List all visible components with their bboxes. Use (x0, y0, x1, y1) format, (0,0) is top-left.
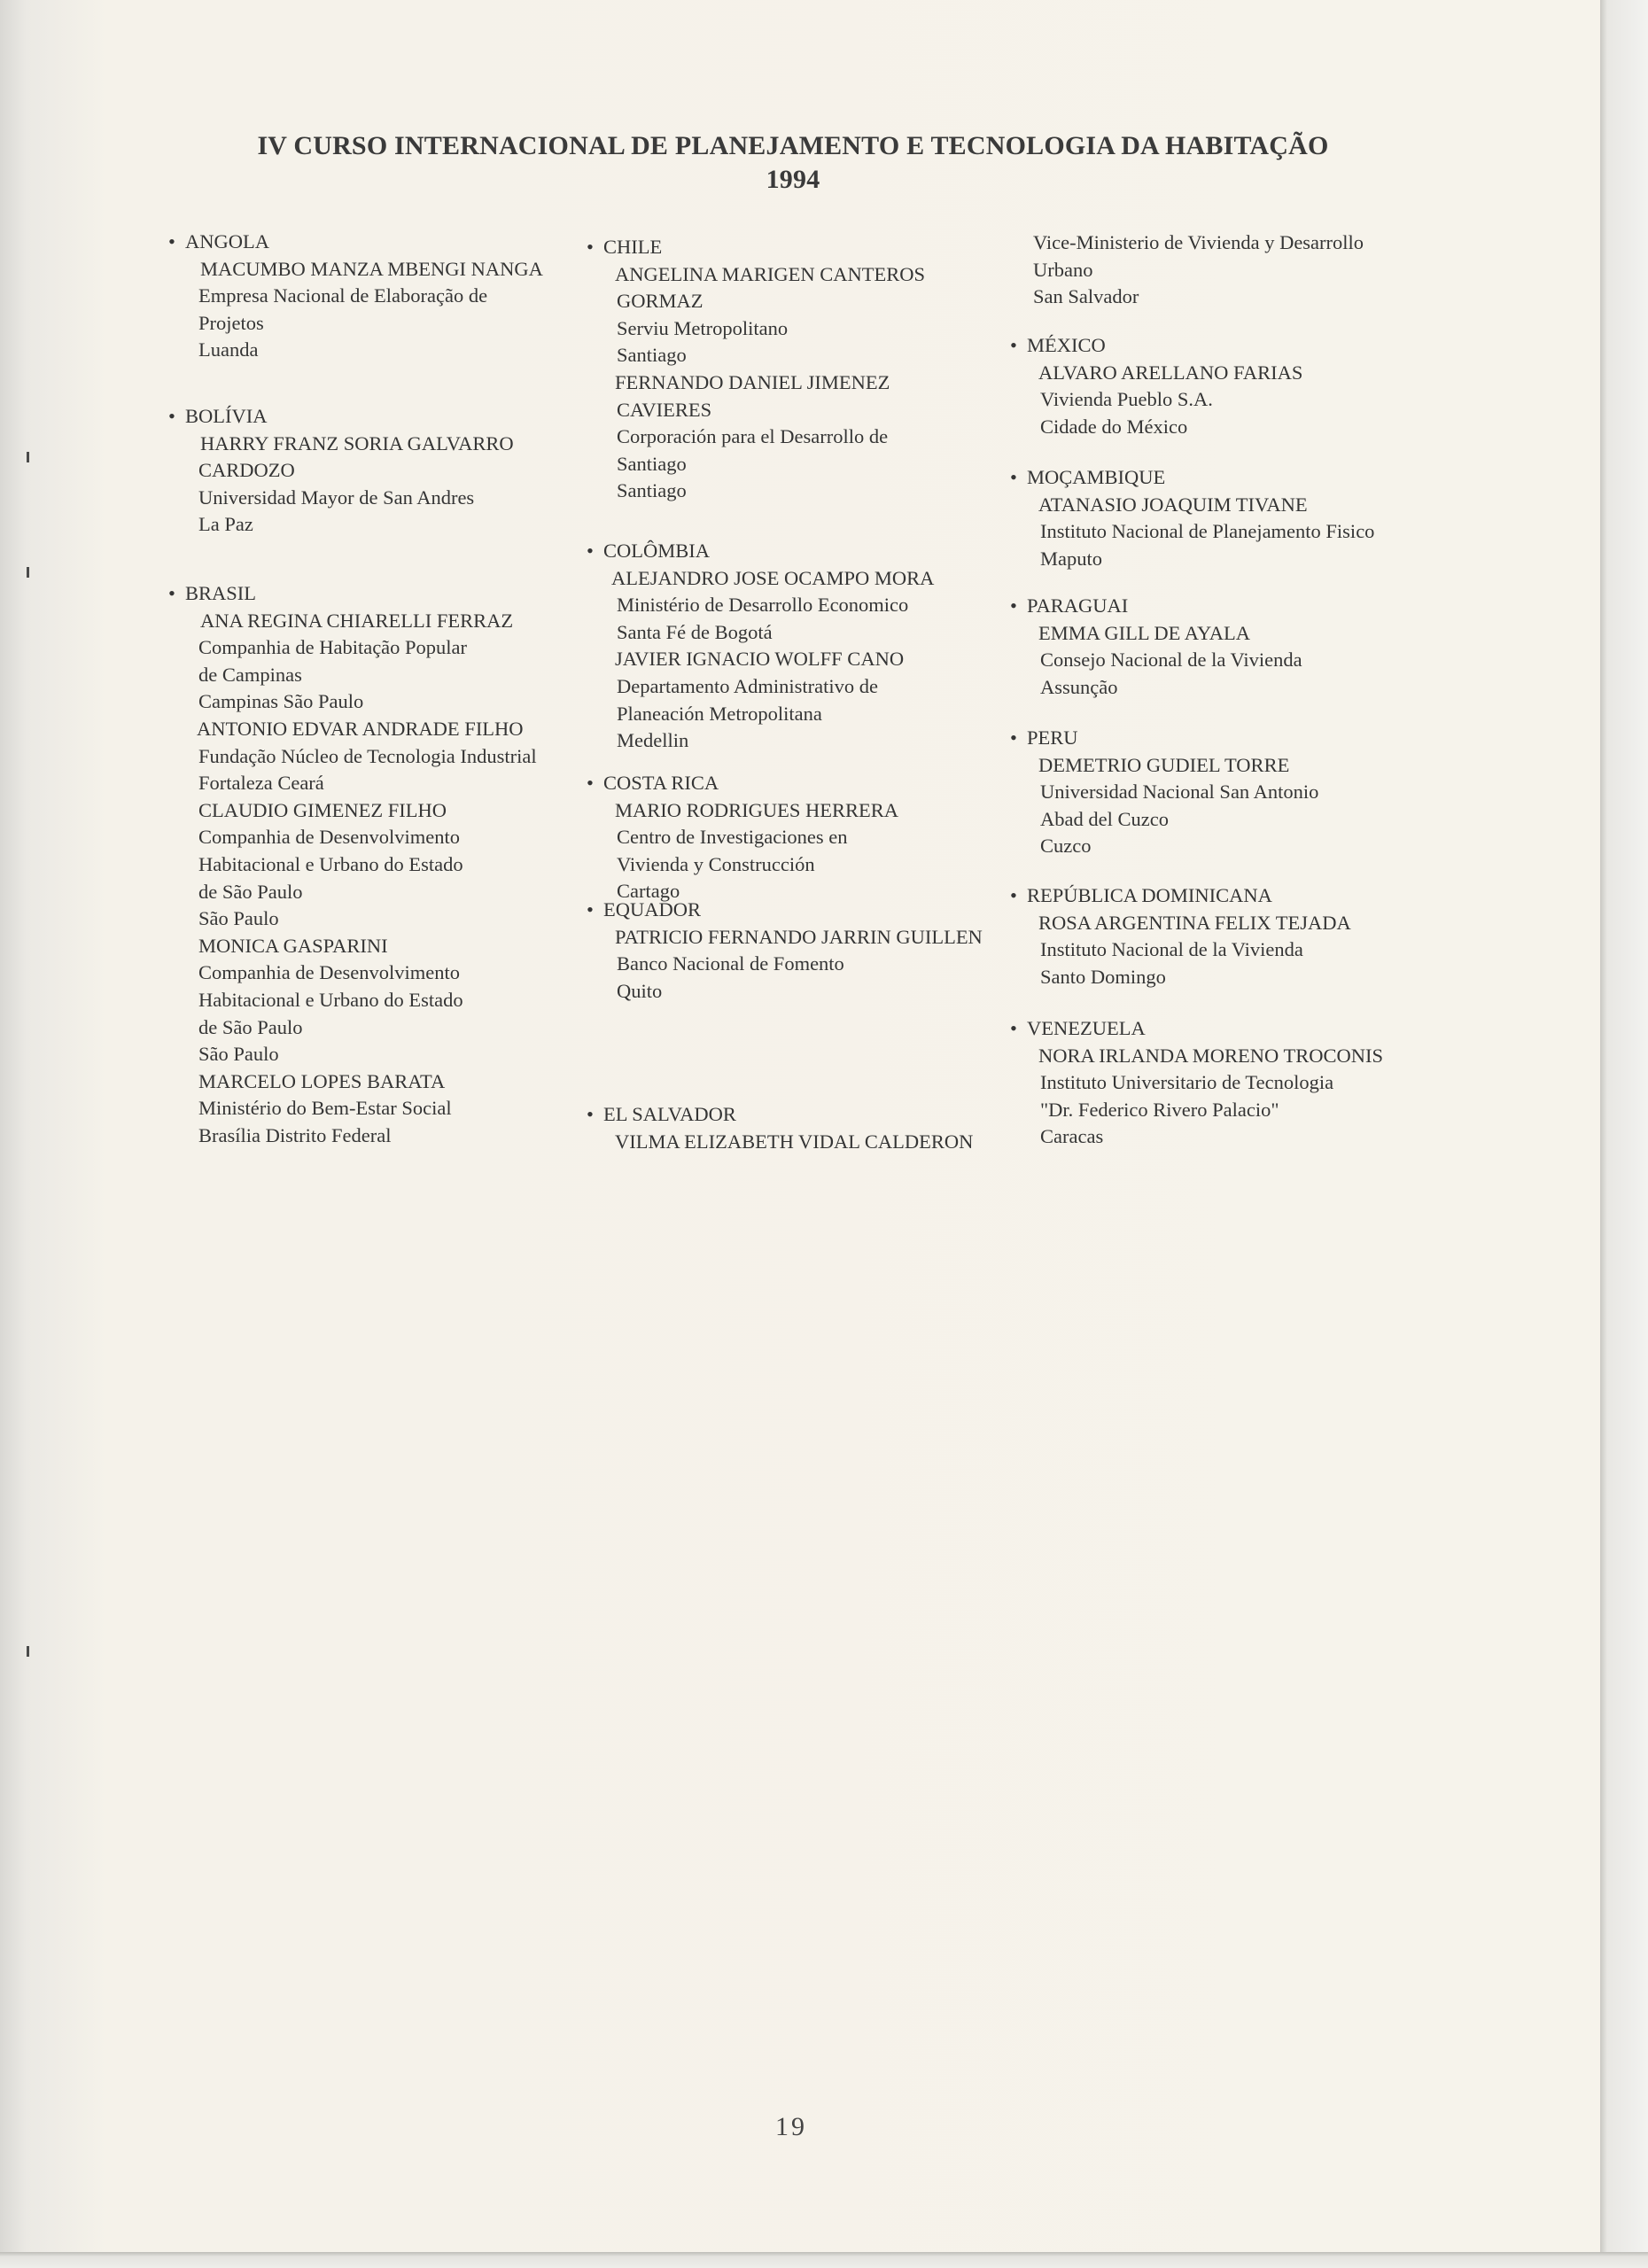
participant-detail: de Campinas (198, 663, 302, 686)
country-name: BRASIL (185, 582, 257, 604)
bullet-icon: • (1010, 1017, 1017, 1039)
participant-name: ANA REGINA CHIARELLI FERRAZ (200, 609, 514, 632)
bullet-icon: • (1010, 466, 1017, 488)
participant-detail: Vivienda y Construcción (617, 852, 815, 875)
participant-detail: Corporación para el Desarrollo de (617, 425, 889, 448)
country-heading (587, 1101, 1012, 1129)
country-heading (587, 538, 1012, 565)
country-heading (1010, 725, 1435, 752)
participant-detail: São Paulo (198, 907, 279, 930)
participant-entry (1010, 593, 1435, 701)
participant-entry (587, 1101, 1012, 1155)
participant-entry (1010, 332, 1435, 440)
participant-detail: Santiago (617, 344, 687, 367)
participant-entry (1010, 1015, 1435, 1151)
binding-mark (27, 1646, 29, 1657)
page-bottom-edge (0, 2252, 1648, 2268)
bullet-icon: • (587, 236, 594, 258)
participant-name: ANGELINA MARIGEN CANTEROS (615, 262, 925, 285)
participant-detail: Santiago (617, 452, 687, 475)
participant-detail: Vivienda Pueblo S.A. (1040, 388, 1213, 411)
participant-detail: Brasília Distrito Federal (198, 1123, 392, 1146)
participant-detail: Campinas São Paulo (198, 690, 364, 713)
country-name: EQUADOR (603, 898, 701, 920)
binding-mark (27, 567, 29, 578)
participant-detail: Empresa Nacional de Elaboração de (198, 284, 488, 307)
country-name: ANGOLA (185, 230, 269, 252)
participant-detail: Santiago (617, 479, 687, 502)
participant-name: NORA IRLANDA MORENO TROCONIS (1038, 1044, 1383, 1067)
participant-name: ROSA ARGENTINA FELIX TEJADA (1038, 911, 1351, 934)
participant-detail: Abad del Cuzco (1040, 807, 1169, 830)
participant-detail: Serviu Metropolitano (617, 316, 789, 339)
country-heading (1010, 593, 1435, 620)
participant-detail: Luanda (198, 338, 259, 361)
participant-entry (168, 580, 594, 1149)
participant-detail: CAVIERES (617, 398, 712, 421)
participant-detail: JAVIER IGNACIO WOLFF CANO (615, 648, 905, 671)
participant-detail: GORMAZ (617, 290, 704, 313)
participant-detail: CLAUDIO GIMENEZ FILHO (198, 798, 447, 821)
participant-entry (168, 403, 594, 539)
participant-detail: Companhia de Desenvolvimento (198, 826, 460, 849)
country-name: MÉXICO (1027, 334, 1106, 356)
participant-detail: Centro de Investigaciones en (617, 826, 848, 849)
country-heading (168, 403, 594, 431)
participant-name: HARRY FRANZ SORIA GALVARRO (200, 431, 514, 454)
country-heading (1010, 882, 1435, 910)
bullet-icon: • (1010, 884, 1017, 906)
participant-detail: Instituto Nacional de Planejamento Fisico (1040, 520, 1375, 543)
participant-detail: Instituto Universitario de Tecnologia (1040, 1071, 1334, 1094)
participant-entry (1010, 882, 1435, 990)
participant-name: ATANASIO JOAQUIM TIVANE (1038, 493, 1308, 516)
participant-detail: Urbano (1033, 258, 1093, 281)
participant-entry (168, 229, 594, 364)
participant-detail: Projetos (198, 311, 264, 334)
participant-detail: Banco Nacional de Fomento (617, 952, 844, 975)
bullet-icon: • (168, 582, 175, 604)
participant-detail: Instituto Nacional de la Vivienda (1040, 938, 1303, 961)
participant-detail: La Paz (198, 513, 253, 536)
participant-entry (587, 234, 1012, 505)
country-heading (587, 770, 1012, 797)
page-edge (1600, 0, 1648, 2268)
bullet-icon: • (168, 405, 175, 427)
country-name: COLÔMBIA (603, 540, 711, 562)
participant-detail: "Dr. Federico Rivero Palacio" (1040, 1098, 1279, 1121)
participant-detail: Maputo (1040, 547, 1102, 570)
page-title (133, 129, 1453, 197)
participant-entry (1010, 464, 1435, 572)
participant-detail: Cartago (617, 880, 680, 903)
participant-detail: de São Paulo (198, 880, 303, 903)
participant-detail: Cuzco (1040, 835, 1092, 858)
country-name: BOLÍVIA (185, 405, 268, 427)
participant-detail: Habitacional e Urbano do Estado (198, 988, 463, 1011)
country-heading (168, 229, 594, 256)
participant-detail: Planeación Metropolitana (617, 702, 822, 725)
participant-detail: MONICA GASPARINI (198, 934, 388, 957)
country-heading (1010, 332, 1435, 360)
country-name: COSTA RICA (603, 772, 719, 794)
country-heading (1010, 464, 1435, 492)
participant-detail: Medellin (617, 729, 689, 752)
participant-detail: São Paulo (198, 1043, 279, 1066)
participant-entry (1010, 725, 1435, 860)
participant-detail: ANTONIO EDVAR ANDRADE FILHO (197, 717, 524, 740)
participant-detail: Universidad Nacional San Antonio (1040, 781, 1319, 804)
bullet-icon: • (587, 772, 594, 794)
participant-detail: Consejo Nacional de la Vivienda (1040, 649, 1302, 672)
participant-detail: Departamento Administrativo de (617, 674, 878, 697)
country-heading (168, 580, 594, 608)
participant-detail: Ministério do Bem-Estar Social (198, 1097, 452, 1120)
participant-detail: CARDOZO (198, 459, 295, 482)
participant-name: ALEJANDRO JOSE OCAMPO MORA (611, 566, 935, 589)
participant-detail: Santa Fé de Bogotá (617, 620, 773, 643)
title-line-1: IV CURSO INTERNACIONAL DE PLANEJAMENTO E TECNOLOGIA DA HABITAÇÃO (257, 131, 1329, 160)
participant-detail: Vice-Ministerio de Vivienda y Desarrollo (1033, 231, 1364, 253)
participant-detail: Fortaleza Ceará (198, 772, 324, 795)
bullet-icon: • (168, 230, 175, 252)
participant-name: MACUMBO MANZA MBENGI NANGA (200, 257, 543, 280)
country-name: REPÚBLICA DOMINICANA (1027, 884, 1272, 906)
page-number: 19 (775, 2112, 807, 2141)
bullet-icon: • (1010, 726, 1017, 749)
participant-detail: MARCELO LOPES BARATA (198, 1069, 446, 1092)
country-name: EL SALVADOR (603, 1103, 736, 1125)
country-name: MOÇAMBIQUE (1027, 466, 1166, 488)
participant-detail: Universidad Mayor de San Andres (198, 485, 475, 509)
bullet-icon: • (1010, 334, 1017, 356)
participant-detail: Caracas (1040, 1125, 1104, 1148)
country-heading (587, 234, 1012, 261)
participant-name: PATRICIO FERNANDO JARRIN GUILLEN (615, 925, 983, 948)
bullet-icon: • (587, 1103, 594, 1125)
bullet-icon: • (587, 540, 594, 562)
participant-name: DEMETRIO GUDIEL TORRE (1038, 753, 1290, 776)
participant-detail: Companhia de Habitação Popular (198, 636, 468, 659)
participant-detail: de São Paulo (198, 1015, 303, 1038)
participant-detail: Ministério de Desarrollo Economico (617, 594, 909, 617)
bullet-icon: • (1010, 594, 1017, 617)
participant-detail: San Salvador (1033, 285, 1139, 308)
participant-detail: FERNANDO DANIEL JIMENEZ (615, 370, 890, 393)
participant-entry (587, 770, 1012, 905)
country-name: PARAGUAI (1027, 594, 1129, 617)
country-heading (1010, 1015, 1435, 1043)
country-heading (587, 897, 1012, 924)
participant-detail: Santo Domingo (1040, 965, 1166, 988)
participant-detail: Fundação Núcleo de Tecnologia Industrial (198, 744, 537, 767)
participant-name: EMMA GILL DE AYALA (1038, 621, 1250, 644)
participant-detail: Quito (617, 979, 663, 1002)
participant-name: VILMA ELIZABETH VIDAL CALDERON (615, 1130, 974, 1153)
binding-mark (27, 452, 29, 462)
country-name: VENEZUELA (1027, 1017, 1146, 1039)
bullet-icon: • (587, 898, 594, 920)
participant-detail: Companhia de Desenvolvimento (198, 961, 460, 984)
participant-name: ALVARO ARELLANO FARIAS (1038, 361, 1303, 384)
participant-entry (587, 897, 1012, 1005)
title-line-2: 1994 (766, 165, 820, 194)
participant-entry (587, 538, 1012, 755)
participant-entry (1010, 229, 1435, 311)
participant-detail: Assunção (1040, 675, 1118, 698)
participant-detail: Cidade do México (1040, 415, 1188, 438)
participant-detail: Habitacional e Urbano do Estado (198, 852, 463, 875)
country-name: PERU (1027, 726, 1078, 749)
country-name: CHILE (603, 236, 663, 258)
participant-name: MARIO RODRIGUES HERRERA (615, 798, 899, 821)
